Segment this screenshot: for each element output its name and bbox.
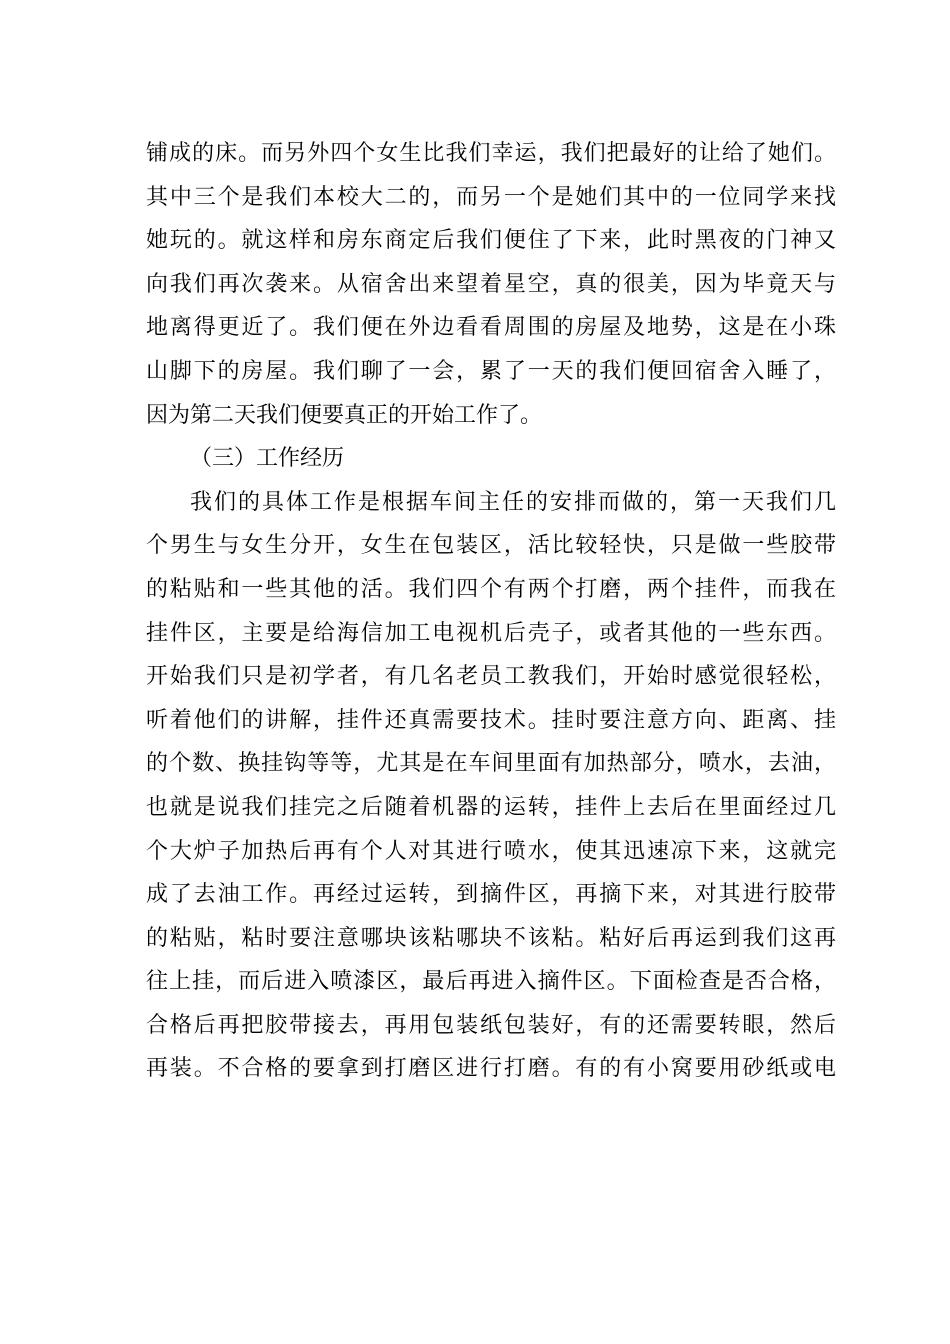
text-line: 铺成的床。而另外四个女生比我们幸运，我们把最好的让给了她们。	[146, 141, 836, 166]
text-line: 的粘贴和一些其他的活。我们四个有两个打磨，两个挂件，而我在	[146, 576, 836, 602]
text-line: 听着他们的讲解，挂件还真需要技术。挂时要注意方向、距离、挂	[146, 707, 836, 733]
document-page	[146, 132, 836, 1091]
text-line: 因为第二天我们便要真正的开始工作了。	[146, 402, 543, 428]
text-line: 个男生与女生分开，女生在包装区，活比较轻快，只是做一些胶带	[146, 533, 836, 559]
text-line: 她玩的。就这样和房东商定后我们便住了下来，此时黑夜的门神又	[146, 228, 836, 254]
text-line: 的粘贴，粘时要注意哪块该粘哪块不该粘。粘好后再运到我们这再	[146, 925, 836, 951]
paragraph-2	[146, 481, 836, 1091]
text-line: 山脚下的房屋。我们聊了一会，累了一天的我们便回宿舍入睡了，	[146, 358, 836, 384]
text-line: 其中三个是我们本校大二的，而另一个是她们其中的一位同学来找	[146, 184, 836, 210]
text-line: 向我们再次袭来。从宿舍出来望着星空，真的很美，因为毕竟天与	[146, 271, 836, 297]
text-line: 个大炉子加热后再有个人对其进行喷水，使其迅速凉下来，这就完	[146, 838, 836, 864]
text-line: 往上挂，而后进入喷漆区，最后再进入摘件区。下面检查是否合格，	[146, 969, 836, 995]
text-line: 我们的具体工作是根据车间主任的安排而做的，第一天我们几	[190, 489, 836, 515]
section-heading: （三）工作经历	[190, 446, 345, 472]
text-line: 再装。不合格的要拿到打磨区进行打磨。有的有小窝要用砂纸或电	[146, 1056, 836, 1082]
text-line: 合格后再把胶带接去，再用包装纸包装好，有的还需要转眼，然后	[146, 1012, 836, 1038]
paragraph-1	[146, 132, 836, 437]
text-line: 也就是说我们挂完之后随着机器的运转，挂件上去后在里面经过几	[146, 794, 836, 820]
text-line: 开始我们只是初学者，有几名老员工教我们，开始时感觉很轻松，	[146, 664, 836, 690]
text-line: 地离得更近了。我们便在外边看看周围的房屋及地势，这是在小珠	[146, 315, 836, 341]
text-line: 的个数、换挂钩等等，尤其是在车间里面有加热部分，喷水，去油，	[146, 751, 836, 777]
text-line: 挂件区，主要是给海信加工电视机后壳子，或者其他的一些东西。	[146, 620, 836, 646]
text-line: 成了去油工作。再经过运转，到摘件区，再摘下来，对其进行胶带	[146, 882, 836, 908]
